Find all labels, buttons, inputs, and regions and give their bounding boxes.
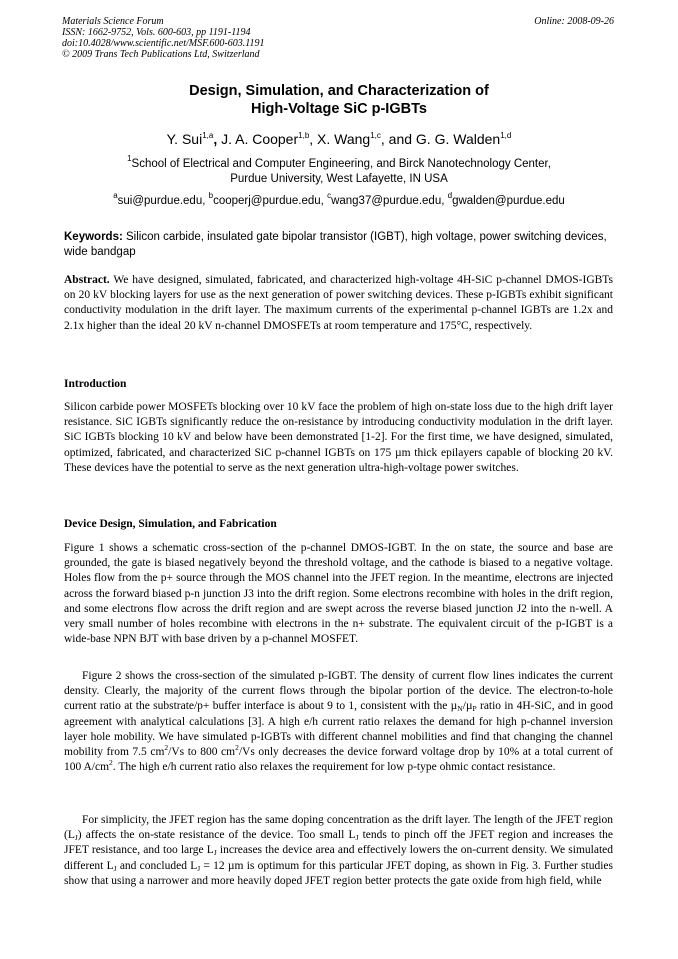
p3-text-f: = 12 µm is optimum for this particular JFET doping, as shown in Fig. 3. Further studies show that using a narrower and more heavily doped JFET region better protects the gate oxide from high field, while [64,859,613,887]
affiliation-line-1: School of Electrical and Computer Engineering, and Birck Nanotechnology Center, [131,158,551,170]
p3-sub-j: J [74,833,78,843]
email-a[interactable]: sui@purdue.edu [117,195,203,207]
p2-sub-n: N [457,704,463,714]
title-line-1: Design, Simulation, and Characterization of [189,83,489,99]
author-1: Y. Sui [166,131,203,147]
p3-sub-j: J [197,863,201,873]
keywords-label: Keywords: [64,231,123,243]
p2-sup-3: 2 [109,758,113,768]
author-sep: , [309,131,318,147]
p3-sub-j: J [355,833,359,843]
design-paragraph-2 [64,669,613,775]
journal-header [62,16,265,60]
title-line-2: High-Voltage SiC p-IGBTs [251,101,427,117]
author-1-sup: 1,a [202,131,214,140]
design-paragraph-1: Figure 1 shows a schematic cross-section of the p-channel DMOS-IGBT. In the on state, the source and base are grounded, the gate is biased negatively beyond the threshold voltage, and the cathode is biased to a negative voltage. Holes flow from the p+ source through the MOS channel into the JFET region. In the meantime, electrons are injected across the forward biased p-n junction J3 into the drift region. Some electrons recombine with holes in the drift region, and some electrons flow across the drift region and are swept across the reverse biased junction J2 into the n-well. A very small number of holes recombine with electrons in the n+ substrate. The equivalent circuit of the p-IGBT is a wide-base NPN BJT with base driven by a p-channel MOSFET. [64,542,613,646]
online-date: Online: 2008-09-26 [534,16,614,27]
email-d[interactable]: gwalden@purdue.edu [452,195,565,207]
keywords-text: Silicon carbide, insulated gate bipolar transistor (IGBT), high voltage, power switching devices, wide bandgap [64,231,607,258]
abstract-text: We have designed, simulated, fabricated, and characterized high-voltage 4H-SiC p-channel DMOS-IGBTs on 20 kV blocking layers for use as the next generation of power switching devices. These p-IGBTs exhibit significant conductivity modulation in the drift layer. The maximum currents of the experimental p-channel IGBTs are 1.2x and 2.1x higher than the ideal 20 kV n-channel DMOSFETs at room temperature and 175°C, respectively. [64,274,613,332]
author-and: , and [380,131,416,147]
p3-text-a: For simplicity, the JFET region has the same doping concentration as the drift layer. The length of the JFET region (L [64,814,613,842]
introduction-paragraph: Silicon carbide power MOSFETs blocking over 10 kV face the problem of high on-state loss due to the high drift layer resistance. SiC IGBTs significantly reduce the on-resistance by introducing conductivity modulation in the drift layer. SiC IGBTs blocking 10 kV and below have been demonstrated [1-2]. For the first time, we have designed, simulated, optimized, fabricated, and characterized SiC p-channel IGBTs on 175 µm thick epilayers capable of blocking 20 kV. These devices have the potential to serve as the next generation ultra-high-voltage power switches. [64,401,613,474]
author-3: X. Wang [317,131,371,147]
p2-text-d: /Vs to 800 cm [168,746,236,759]
p2-text-e: /Vs only decreases the device forward voltage drop by 10% at a total current of 100 A/cm [64,746,613,774]
email-b-sup: b [208,191,214,200]
affiliation-sup: 1 [127,154,132,163]
author-2-sup: 1,b [298,131,310,140]
abstract [64,273,613,334]
p3-text-e: and concluded L [116,859,198,872]
p3-text-d: increases the device area and effectively lowers the on-current density. We simulated different L [64,844,613,872]
author-2: J. A. Cooper [221,131,299,147]
email-d-sup: d [447,191,453,200]
p2-text-f: . The high e/h current ratio also relaxes the requirement for low p-type ohmic contact resistance. [112,761,556,774]
affiliation-line-2: Purdue University, West Lafayette, IN USA [230,173,448,185]
affiliation [0,154,678,187]
author-list [0,130,678,148]
email-c-sup: c [327,191,332,200]
author-sep: , [213,131,222,147]
keywords [64,230,614,259]
doi-line[interactable]: doi:10.4028/www.scientific.net/MSF.600-603.1191 [62,38,265,49]
section-heading-design: Device Design, Simulation, and Fabrication [64,518,277,530]
email-b[interactable]: cooperj@purdue.edu [213,195,321,207]
p2-text-a: Figure 2 shows the cross-section of the simulated p-IGBT. The density of current flow lines indicates the current density. Clearly, the majority of the current flows through the bipolar portion of the device. The electron-to-hole current ratio at the substrate/p+ buffer interface is about 9 to 1, consistent with the µ [64,670,613,713]
email-list: $^a$sui@purdue.edu, $^b$cooperj@purdue.edu, $^c$wang37@purdue.edu, $^d$gwalden@purdue.edu [113,191,565,207]
issn-line: ISSN: 1662-9752, Vols. 600-603, pp 1191-1194 [62,27,251,38]
design-paragraph-3 [64,813,613,889]
author-4: G. G. Walden [415,131,501,147]
email-c[interactable]: wang37@purdue.edu [331,195,442,207]
copyright-line: © 2009 Trans Tech Publications Ltd, Switzerland [62,49,260,60]
abstract-label: Abstract. [64,274,110,286]
p2-text-c: ratio in 4H-SiC, and in good agreement with analytical calculations [3]. A high e/h current ratio relaxes the demand for high p-channel inversion layer hole mobility. We have simulated p-IGBTs with different channel mobilities and find that changing the channel mobility from 7.5 cm [64,700,613,759]
p2-sup-1: 2 [164,743,169,753]
journal-name: Materials Science Forum [62,16,164,27]
p2-sup-2: 2 [235,743,239,753]
email-a-sup: a [113,191,118,200]
p3-sub-j: J [213,848,217,858]
p3-sub-j: J [113,863,117,873]
p2-sub-p: P [472,704,477,714]
p3-text-c: tends to pinch off the JFET region and increases the JFET resistance, and too large L [64,829,613,857]
paper-title [0,82,678,118]
section-heading-introduction: Introduction [64,378,127,390]
p2-text-b: /µ [462,700,473,713]
p3-text-b: ) affects the on-state resistance of the device. Too small L [77,829,356,842]
author-4-sup: 1,d [500,131,512,140]
author-3-sup: 1,c [370,131,381,140]
